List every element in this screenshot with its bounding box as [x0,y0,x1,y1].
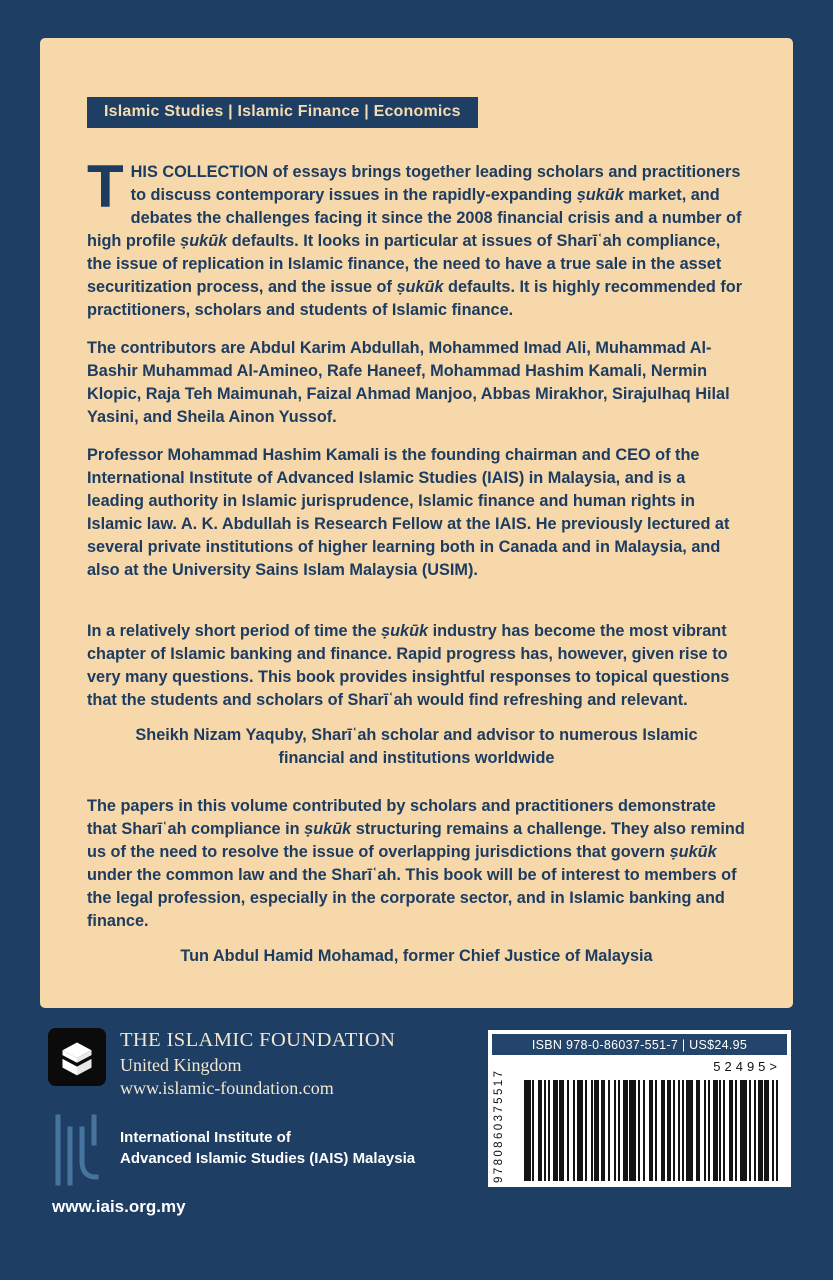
barcode-bars [524,1080,781,1181]
publisher-url: www.islamic-foundation.com [120,1077,334,1098]
kaaba-icon [48,1028,106,1086]
iais-name-line2: Advanced Islamic Studies (IAIS) Malaysia [120,1149,416,1167]
publisher-name: THE ISLAMIC FOUNDATION [120,1029,396,1051]
cover-panel [40,38,793,1008]
cover-text [87,153,746,968]
endorsement-quote-1: In a relatively short period of time the ṣukūk industry has become the most vibrant chapter of Islamic banking and finance. Rapid progress has, however, given rise to very many questions. This book provides insightful responses to topical questions that the students and scholars of Sharīʿah would find refreshing and relevant. [87,622,730,709]
footer [40,1022,793,1280]
category-bar [87,97,478,128]
editors-bio-paragraph: Professor Mohammad Hashim Kamali is the founding chairman and CEO of the International Institute of Advanced Islamic Studies (IAIS) in Malaysia, and is a leading authority in Islamic jurisprudence, Islamic finance and human rights in Islamic law. A. K. Abdullah is Research Fellow at the IAIS. He previously lectured at several private institutions of higher learning both in Canada and in Malaysia, and also at the University Sains Islam Malaysia (USIM). [87,446,730,579]
barcode-addon-number: 52495> [713,1059,781,1074]
iais-name-line1: International Institute of [120,1128,291,1146]
drop-cap: T [87,153,124,220]
isbn-price-label: ISBN 978-0-86037-551-7 | US$24.95 [492,1034,787,1055]
iais-block [48,1113,415,1187]
iais-name [120,1127,415,1169]
endorsement-quote-2: The papers in this volume contributed by scholars and practitioners demonstrate that Sharīʿah compliance in ṣukūk structuring remains a challenge. They also remind us of the need to resolve the issue of overlapping jurisdictions that govern ṣukūk under the common law and the Sharīʿah. This book will be of interest to members of the legal profession, especially in the corporate sector, and in Islamic banking and finance. [87,797,745,930]
iais-monogram-icon [50,1113,104,1187]
barcode [488,1030,791,1187]
islamic-foundation-block [48,1028,415,1099]
islamic-foundation-text [120,1028,395,1099]
barcode-ean-number: 9780860375517 [493,1068,505,1183]
publisher-location: United Kingdom [120,1054,242,1075]
endorsement-attribution-2: Tun Abdul Hamid Mohamad, former Chief Justice of Malaysia [180,947,653,965]
publisher-column [48,1022,415,1217]
iais-url: www.iais.org.my [52,1196,186,1216]
description-text: HIS COLLECTION of essays brings together leading scholars and practitioners to discuss contemporary issues in the rapidly-expanding ṣukūk market, and debates the challenges facing it since the 2008 financial crisis and a number of high profile ṣukūk defaults. It looks in particular at issues of Sharīʿah compliance, the issue of replication in Islamic finance, the need to have a true sale in the asset securitization process, and the issue of ṣukūk defaults. It is highly recommended for practitioners, scholars and students of Islamic finance. [87,163,743,319]
contributors-paragraph: The contributors are Abdul Karim Abdullah, Mohammed Imad Ali, Muhammad Al-Bashir Muhammad Al-Amineo, Rafe Haneef, Mohammad Hashim Kamali, Nermin Klopic, Raja Teh Maimunah, Faizal Ahmad Manjoo, Abbas Mirakhor, Sirajulhaq Hilal Yasini, and Sheila Ainon Yussof. [87,339,730,426]
category-labels: Islamic Studies | Islamic Finance | Economics [104,103,461,120]
endorsement-attribution-1: Sheikh Nizam Yaquby, Sharīʿah scholar and advisor to numerous Islamic financial and institutions worldwide [135,726,698,767]
description-paragraph [87,153,746,322]
